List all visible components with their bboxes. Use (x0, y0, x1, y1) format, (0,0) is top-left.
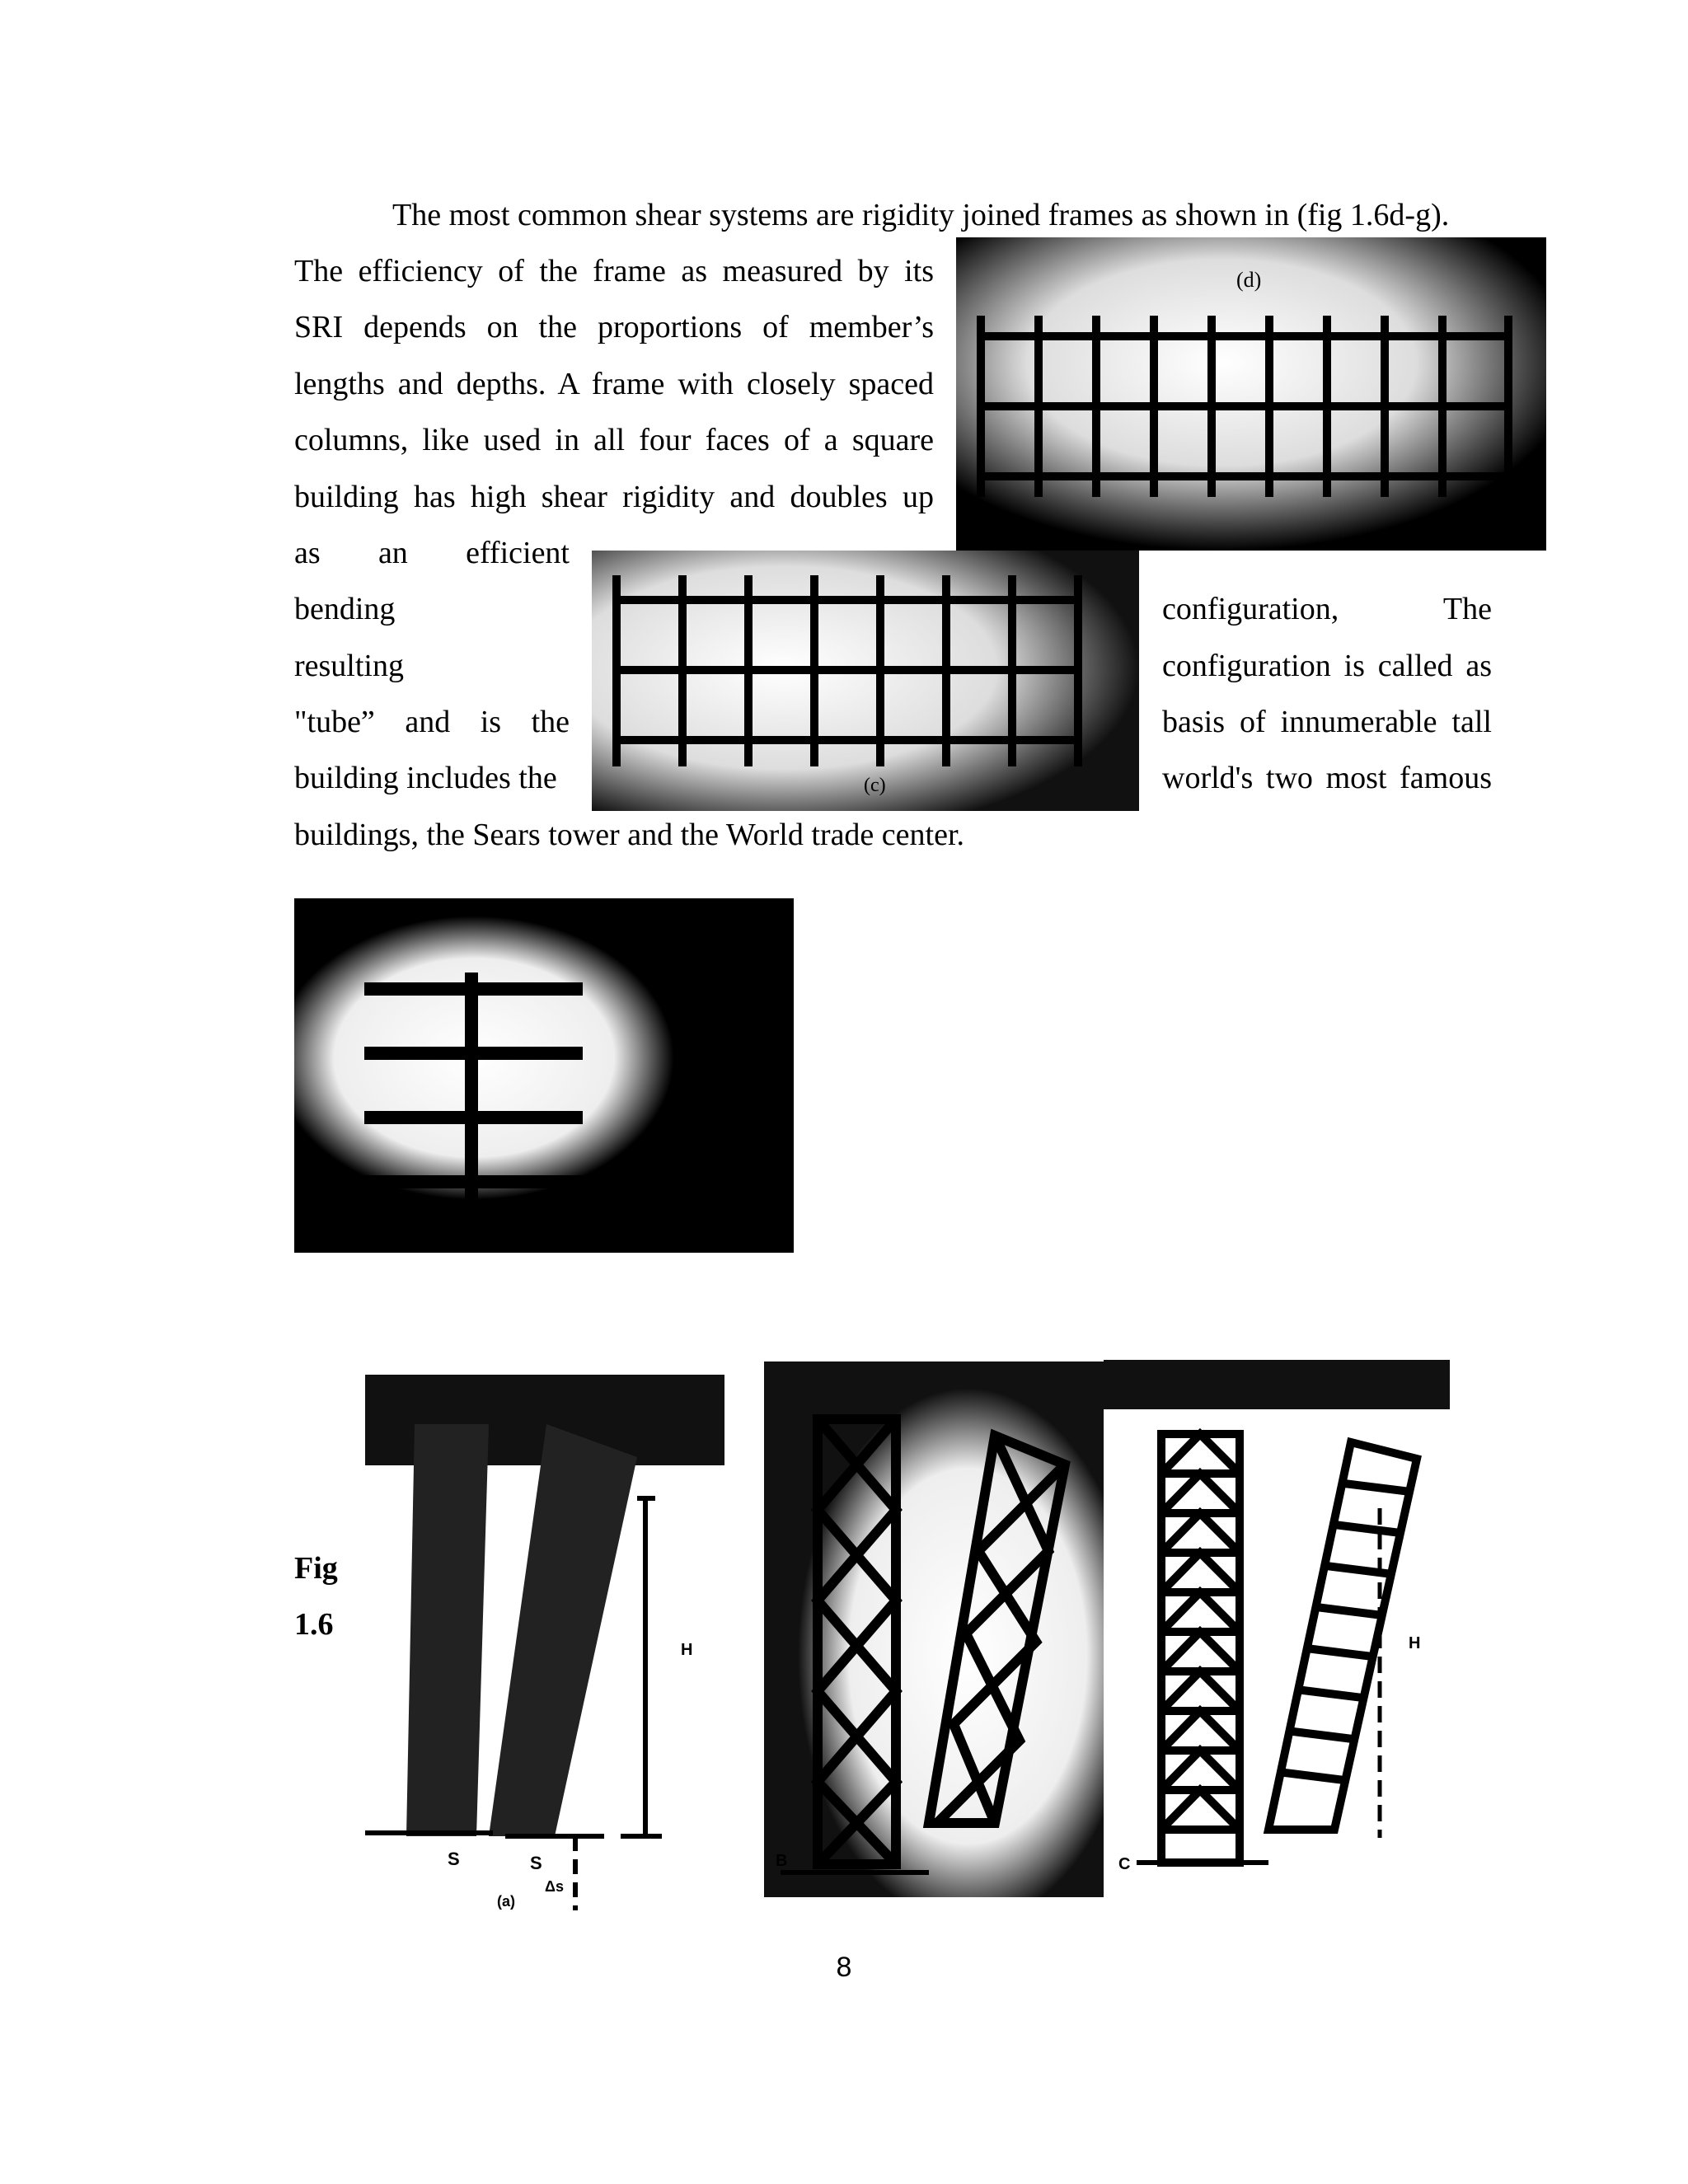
panel-a-label: (a) (497, 1893, 515, 1910)
frame-figure-c (592, 551, 1139, 811)
mark-c: C (1118, 1855, 1131, 1873)
para-line-9-left: resulting (294, 649, 404, 683)
truss-figure-c (1104, 1360, 1450, 1896)
page-number: 8 (836, 1952, 852, 1983)
small-frame-figure (294, 898, 794, 1253)
cantilever-figure-a (365, 1375, 724, 1920)
braced-figure-b (764, 1361, 1104, 1897)
mark-h-a: H (681, 1641, 693, 1659)
para-line-10-right: basis of innumerable tall (1162, 705, 1492, 739)
para-line-9-right: configuration is called as (1162, 649, 1492, 683)
para-line-11-left: building includes the (294, 761, 557, 795)
para-line-2: The efficiency of the frame as measured by its (294, 254, 934, 288)
para-line-4: lengths and depths. A frame with closely spaced (294, 367, 934, 401)
para-line-10-left: "tube” and is the (294, 705, 570, 739)
para-line-8-right: configuration, The (1162, 592, 1492, 626)
para-line-12: buildings, the Sears tower and the World trade center. (294, 818, 965, 852)
fig-label-number: 1.6 (294, 1607, 334, 1642)
para-line-6: building has high shear rigidity and doubles up (294, 480, 934, 514)
fig-label-word: Fig (294, 1551, 338, 1586)
mark-b: B (776, 1852, 788, 1870)
mark-s-b: S (530, 1853, 542, 1873)
para-line-5: columns, like used in all four faces of a square (294, 423, 934, 457)
panel-c-label: (c) (864, 775, 886, 796)
mark-s-a: S (448, 1849, 460, 1869)
para-line-8-left: bending (294, 592, 396, 626)
para-line-1: The most common shear systems are rigidity joined frames as shown in (fig 1.6d-g). (392, 198, 1450, 232)
frame-figure-d (956, 237, 1546, 551)
para-line-3: SRI depends on the proportions of member’s (294, 310, 934, 344)
panel-d-label: (d) (1236, 268, 1262, 292)
para-line-11-right: world's two most famous (1162, 761, 1492, 795)
para-line-7-left: as an efficient (294, 536, 570, 570)
mark-h-c: H (1409, 1634, 1421, 1652)
mark-delta: Δs (545, 1878, 564, 1895)
